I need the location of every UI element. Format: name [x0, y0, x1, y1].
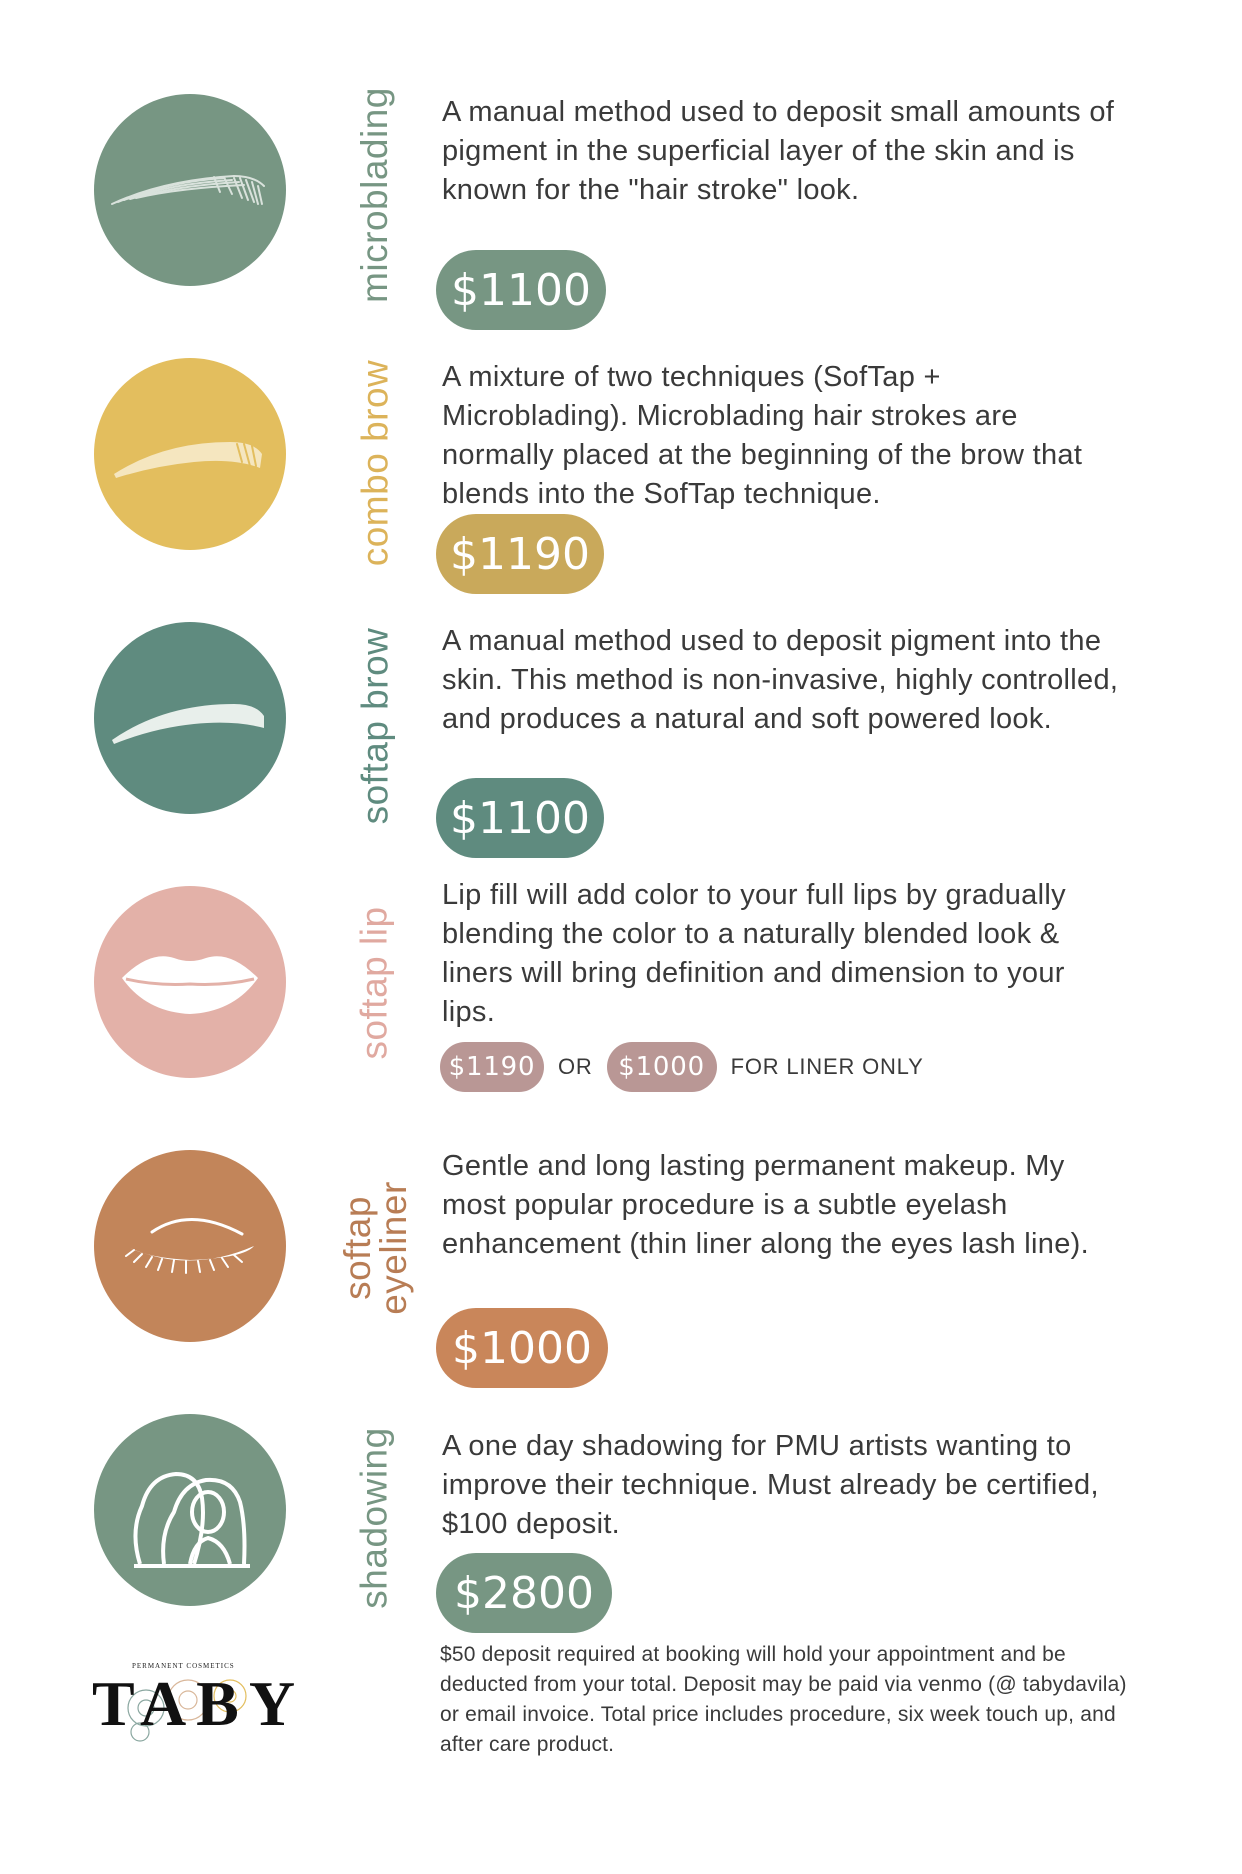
softap-brow-label: softap brow — [354, 627, 395, 824]
combo-brow-label: combo brow — [354, 359, 395, 566]
eyeliner-label-line1: softap — [337, 1196, 379, 1300]
lips-icon — [94, 886, 286, 1078]
eyeliner-label-line2: eyeliner — [373, 1181, 415, 1315]
logo-wordmark: TABY — [92, 1668, 306, 1739]
deposit-note: $50 deposit required at booking will hold your appointment and be deducted from your total. Deposit may be paid via venmo (@ tabydavila) or email invoice. Total price includes procedure, six week touch up, and after care product. — [440, 1643, 1127, 1756]
softap-brow-icon-circle — [94, 622, 286, 814]
softap-eyeliner-description: Gentle and long lasting permanent makeup. My most popular procedure is a subtle eyelash enhancement (thin liner along the eyes lash line). — [442, 1150, 1089, 1260]
eyebrow-combo-icon — [94, 358, 286, 550]
softap-lip-price: $1190 — [440, 1042, 544, 1092]
eyebrow-hairstroke-icon — [94, 94, 286, 286]
softap-brow-description: A manual method used to deposit pigment into the skin. This method is non-invasive, highly controlled, and produces a natural and soft powered look. — [442, 625, 1119, 735]
shadowing-icon-circle — [94, 1414, 286, 1606]
softap-lip-icon-circle — [94, 886, 286, 1078]
combo-brow-description: A mixture of two techniques (SofTap + Microblading). Microblading hair strokes are normally placed at the beginning of the brow that blends into the SofTap technique. — [442, 361, 1083, 510]
microblading-label: microblading — [354, 87, 395, 303]
microblading-icon-circle — [94, 94, 286, 286]
shadowing-description: A one day shadowing for PMU artists wanting to improve their technique. Must already be certified, $100 deposit. — [442, 1430, 1099, 1540]
combo-brow-icon-circle — [94, 358, 286, 550]
softap-lip-label: softap lip — [354, 906, 395, 1060]
softap-lip-price-row — [440, 1042, 924, 1092]
taby-logo — [88, 1650, 306, 1745]
shadowing-price: $2800 — [436, 1553, 612, 1633]
softap-brow-price: $1100 — [436, 778, 604, 858]
two-women-icon — [94, 1414, 286, 1606]
softap-liner-price: $1000 — [607, 1042, 717, 1092]
logo-subtitle: PERMANENT COSMETICS — [132, 1662, 235, 1670]
liner-only-text: FOR LINER ONLY — [730, 1054, 924, 1079]
softap-lip-description: Lip fill will add color to your full lips by gradually blending the color to a naturally blended look & liners will bring definition and dimension to your lips. — [442, 879, 1066, 1028]
price-or-text: OR — [558, 1054, 593, 1079]
softap-eyeliner-label — [336, 1178, 416, 1318]
closed-eye-icon — [94, 1150, 286, 1342]
combo-brow-price: $1190 — [436, 514, 604, 594]
shadowing-label: shadowing — [354, 1427, 395, 1609]
microblading-price: $1100 — [436, 250, 606, 330]
softap-eyeliner-icon-circle — [94, 1150, 286, 1342]
eyebrow-solid-icon — [94, 622, 286, 814]
softap-eyeliner-price: $1000 — [436, 1308, 608, 1388]
microblading-description: A manual method used to deposit small amounts of pigment in the superficial layer of the skin and is known for the "hair stroke" look. — [442, 96, 1115, 206]
